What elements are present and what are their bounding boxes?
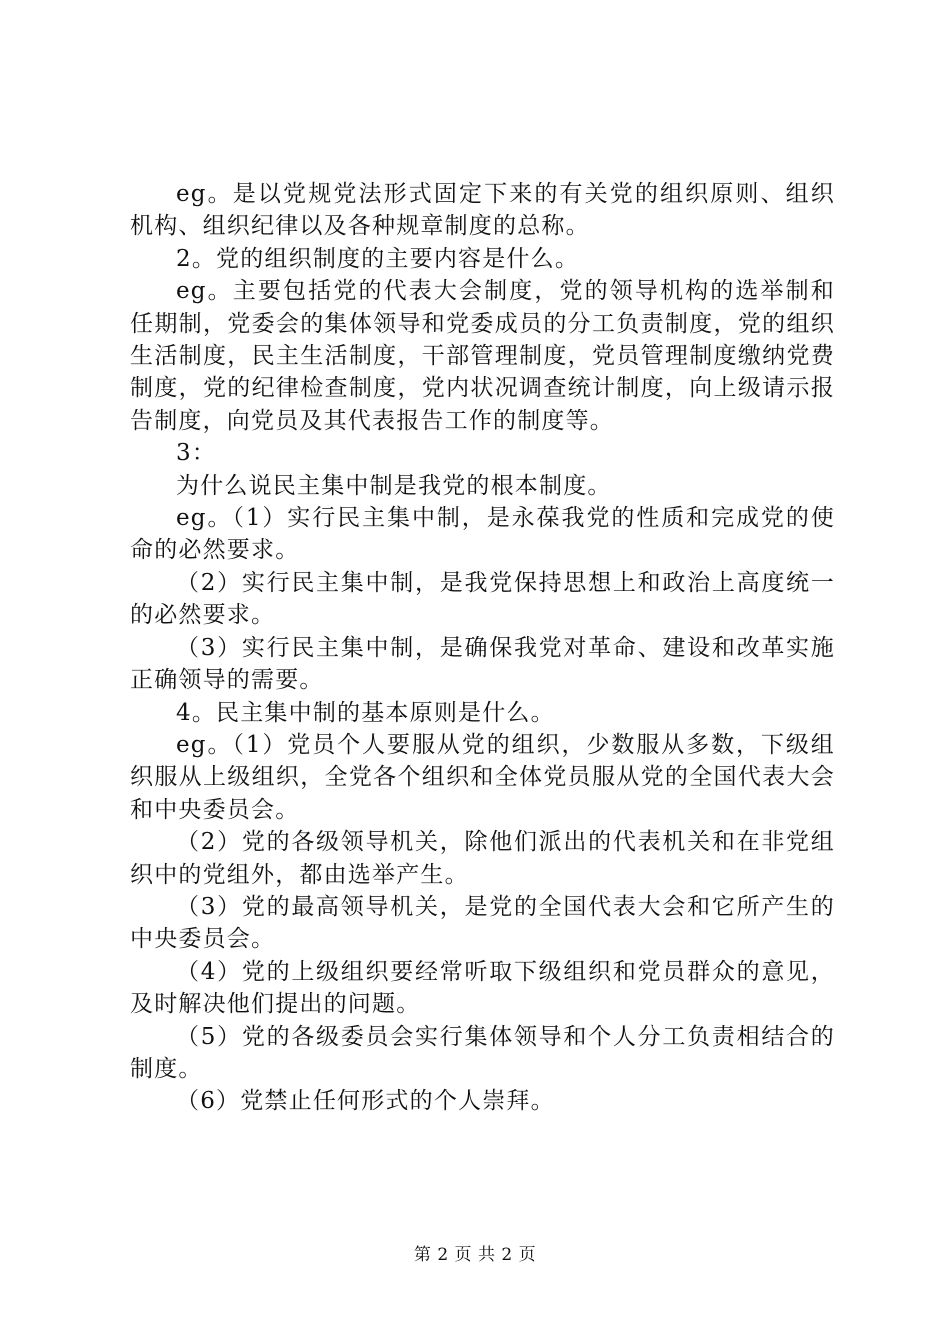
paragraph-definition-answer: eg。是以党规党法形式固定下来的有关党的组织原则、组织机构、组织纪律以及各种规章制度的总称。 xyxy=(130,181,835,240)
document-body xyxy=(130,178,835,1118)
paragraph-answer-4-item-1: eg。（1）党员个人要服从党的组织，少数服从多数，下级组织服从上级组织，全党各个组织和全体党员服从党的全国代表大会和中央委员会。 xyxy=(130,731,835,823)
paragraph-answer-4-item-5: （5）党的各级委员会实行集体领导和个人分工负责相结合的制度。 xyxy=(130,1023,835,1082)
paragraph-question-4: 4。民主集中制的基本原则是什么。 xyxy=(176,699,555,726)
page-footer: 第 2 页 共 2 页 xyxy=(413,1245,537,1265)
paragraph-answer-4-item-3: （3）党的最高领导机关，是党的全国代表大会和它所产生的中央委员会。 xyxy=(130,893,835,953)
paragraph-answer-4-item-2: （2）党的各级领导机关，除他们派出的代表机关和在非党组织中的党组外，都由选举产生。 xyxy=(130,829,835,888)
paragraph-question-2: 2。党的组织制度的主要内容是什么。 xyxy=(176,245,580,272)
paragraph-answer-3-item-3: （3）实行民主集中制，是确保我党对革命、建设和改革实施正确领导的需要。 xyxy=(130,634,835,694)
paragraph-answer-3-item-2: （2）实行民主集中制，是我党保持思想上和政治上高度统一的必然要求。 xyxy=(130,569,835,629)
paragraph-question-3-number: 3： xyxy=(176,440,217,467)
paragraph-answer-4-item-4: （4）党的上级组织要经常听取下级组织和党员群众的意见，及时解决他们提出的问题。 xyxy=(130,958,835,1018)
paragraph-question-3: 为什么说民主集中制是我党的根本制度。 xyxy=(176,472,612,499)
paragraph-answer-3-item-1: eg。（1）实行民主集中制，是永葆我党的性质和完成党的使命的必然要求。 xyxy=(130,505,835,564)
paragraph-answer-4-item-6: （6）党禁止任何形式的个人崇拜。 xyxy=(176,1088,555,1115)
paragraph-answer-2: eg。主要包括党的代表大会制度，党的领导机构的选举制和任期制，党委会的集体领导和党委成员的分工负责制度，党的组织生活制度，民主生活制度，干部管理制度，党员管理制度缴纳党费制度，党的纪律检查制度，党内状况调查统计制度，向上级请示报告制度，向党员及其代表报告工作的制度等。 xyxy=(130,278,835,434)
